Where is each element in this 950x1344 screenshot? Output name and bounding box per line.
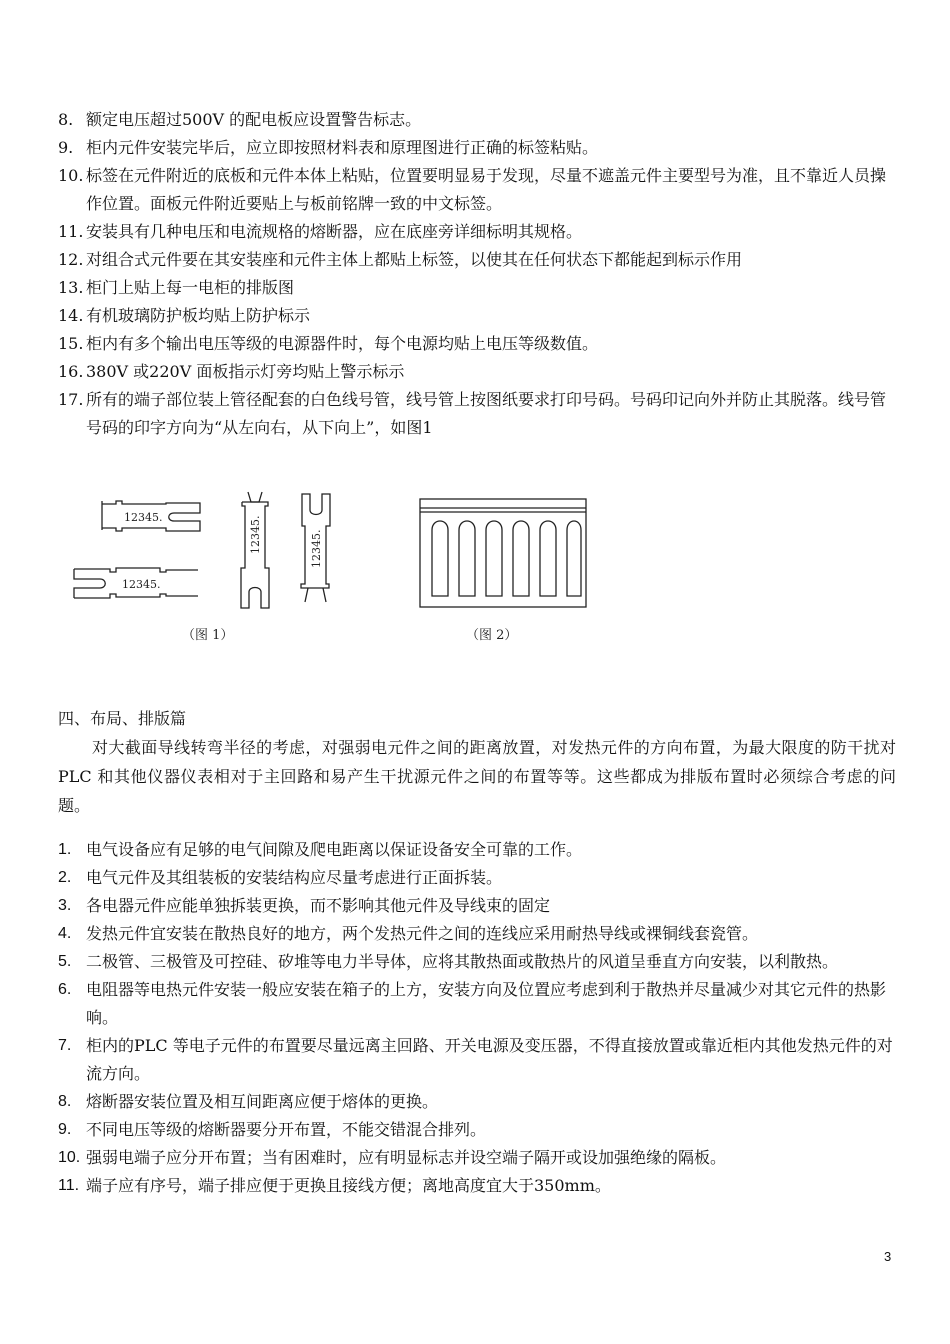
- sleeve-number: 12345.: [310, 529, 323, 568]
- item-text: 所有的端子部位装上管径配套的白色线号管，线号管上按图纸要求打印号码。号码印记向外并防止其脱落。线号管号码的印字方向为“从左向右，从下向上”，如图1: [86, 390, 887, 437]
- list-item: [58, 106, 898, 134]
- item-number: 1.: [58, 841, 72, 858]
- list-item: [58, 1088, 898, 1116]
- marker-strip: [420, 499, 586, 607]
- item-number: 12.: [58, 250, 84, 269]
- page-number: 3: [884, 1249, 892, 1264]
- item-text: 不同电压等级的熔断器要分开布置，不能交错混合排列。: [86, 1120, 487, 1139]
- item-number: 11.: [58, 1177, 80, 1194]
- fork-terminal-top: [102, 501, 200, 531]
- sleeve-number: 12345.: [249, 515, 262, 554]
- sleeve-number: 12345.: [122, 578, 161, 591]
- item-text: 对组合式元件要在其安装座和元件主体上都贴上标签，以使其在任何状态下都能起到标示作用: [86, 250, 743, 269]
- label-rules-list: [58, 106, 898, 442]
- item-text: 各电器元件应能单独拆装更换，而不影响其他元件及导线束的固定: [86, 896, 551, 915]
- list-item: [58, 1116, 898, 1144]
- section-heading: 四、布局、排版篇: [58, 709, 187, 728]
- item-number: 4.: [58, 925, 72, 942]
- item-number: 14.: [58, 306, 84, 325]
- item-number: 11.: [58, 222, 84, 241]
- item-number: 15.: [58, 334, 84, 353]
- item-text: 安装具有几种电压和电流规格的熔断器，应在底座旁详细标明其规格。: [86, 222, 583, 241]
- list-item: [58, 330, 898, 358]
- section-intro: 对大截面导线转弯半径的考虑，对强弱电元件之间的距离放置，对发热元件的方向布置，为最大限度的防干扰对PLC 和其他仪器仪表相对于主回路和易产生干扰源元件之间的布置等等。这些都成为排版布置时必须综合考虑的问题。: [58, 738, 896, 815]
- item-text: 熔断器安装位置及相互间距离应便于熔体的更换。: [86, 1092, 439, 1111]
- item-number: 17.: [58, 390, 84, 409]
- item-text: 380V 或220V 面板指示灯旁均贴上警示标示: [86, 362, 405, 381]
- item-number: 10.: [58, 166, 84, 185]
- list-item: [58, 920, 898, 948]
- list-item: [58, 948, 898, 976]
- list-item: [58, 836, 898, 864]
- item-number: 2.: [58, 869, 72, 886]
- terminal-figures: [70, 488, 590, 653]
- item-text: 二极管、三极管及可控硅、矽堆等电力半导体，应将其散热面或散热片的风道呈垂直方向安装，以利散热。: [86, 952, 839, 971]
- list-item: [58, 1144, 898, 1172]
- list-item: [58, 892, 898, 920]
- vertical-terminal-left: [241, 492, 269, 608]
- item-text: 柜内元件安装完毕后，应立即按照材料表和原理图进行正确的标签粘贴。: [86, 138, 599, 157]
- list-item: [58, 1172, 898, 1200]
- list-item: [58, 864, 898, 892]
- figure-2-caption: （图 2）: [466, 628, 518, 643]
- list-item: [58, 218, 898, 246]
- item-text: 柜内的PLC 等电子元件的布置要尽量远离主回路、开关电源及变压器，不得直接放置或靠近柜内其他发热元件的对流方向。: [86, 1036, 893, 1083]
- item-number: 7.: [58, 1037, 72, 1054]
- list-item: [58, 386, 898, 442]
- item-number: 8.: [58, 1093, 72, 1110]
- item-text: 额定电压超过500V 的配电板应设置警告标志。: [86, 110, 422, 129]
- list-item: [58, 358, 898, 386]
- item-text: 标签在元件附近的底板和元件本体上粘贴，位置要明显易于发现，尽量不遮盖元件主要型号为准，且不靠近人员操作位置。面板元件附近要贴上与板前铭牌一致的中文标签。: [86, 166, 887, 213]
- item-text: 电气元件及其组装板的安装结构应尽量考虑进行正面拆装。: [86, 868, 503, 887]
- list-item: [58, 302, 898, 330]
- item-number: 3.: [58, 897, 72, 914]
- fork-terminal-bottom: [74, 568, 198, 598]
- item-number: 13.: [58, 278, 84, 297]
- item-text: 发热元件宜安装在散热良好的地方，两个发热元件之间的连线应采用耐热导线或裸铜线套瓷管。: [86, 924, 759, 943]
- list-item: [58, 162, 898, 218]
- sleeve-number: 12345.: [124, 511, 163, 524]
- layout-rules-list: [58, 836, 898, 1200]
- item-number: 8.: [58, 110, 74, 129]
- item-text: 强弱电端子应分开布置；当有困难时，应有明显标志并设空端子隔开或设加强绝缘的隔板。: [86, 1148, 727, 1167]
- list-item: [58, 274, 898, 302]
- item-number: 16.: [58, 362, 84, 381]
- figure-1-caption: （图 1）: [182, 628, 234, 643]
- list-item: [58, 976, 898, 1032]
- item-text: 柜内有多个输出电压等级的电源器件时，每个电源均贴上电压等级数值。: [86, 334, 599, 353]
- item-number: 6.: [58, 981, 72, 998]
- item-number: 9.: [58, 1121, 72, 1138]
- vertical-terminal-right: [301, 494, 330, 602]
- list-item: [58, 1032, 898, 1088]
- item-text: 有机玻璃防护板均贴上防护标示: [86, 306, 311, 325]
- terminal-diagram: [70, 488, 590, 623]
- item-number: 9.: [58, 138, 74, 157]
- item-text: 端子应有序号，端子排应便于更换且接线方便；离地高度宜大于350mm。: [86, 1176, 611, 1195]
- list-item: [58, 134, 898, 162]
- item-text: 柜门上贴上每一电柜的排版图: [86, 278, 295, 297]
- item-text: 电阻器等电热元件安装一般应安装在箱子的上方，安装方向及位置应考虑到利于散热并尽量减少对其它元件的热影响。: [86, 980, 887, 1027]
- item-number: 10.: [58, 1149, 81, 1166]
- item-text: 电气设备应有足够的电气间隙及爬电距离以保证设备安全可靠的工作。: [86, 840, 583, 859]
- item-number: 5.: [58, 953, 72, 970]
- list-item: [58, 246, 898, 274]
